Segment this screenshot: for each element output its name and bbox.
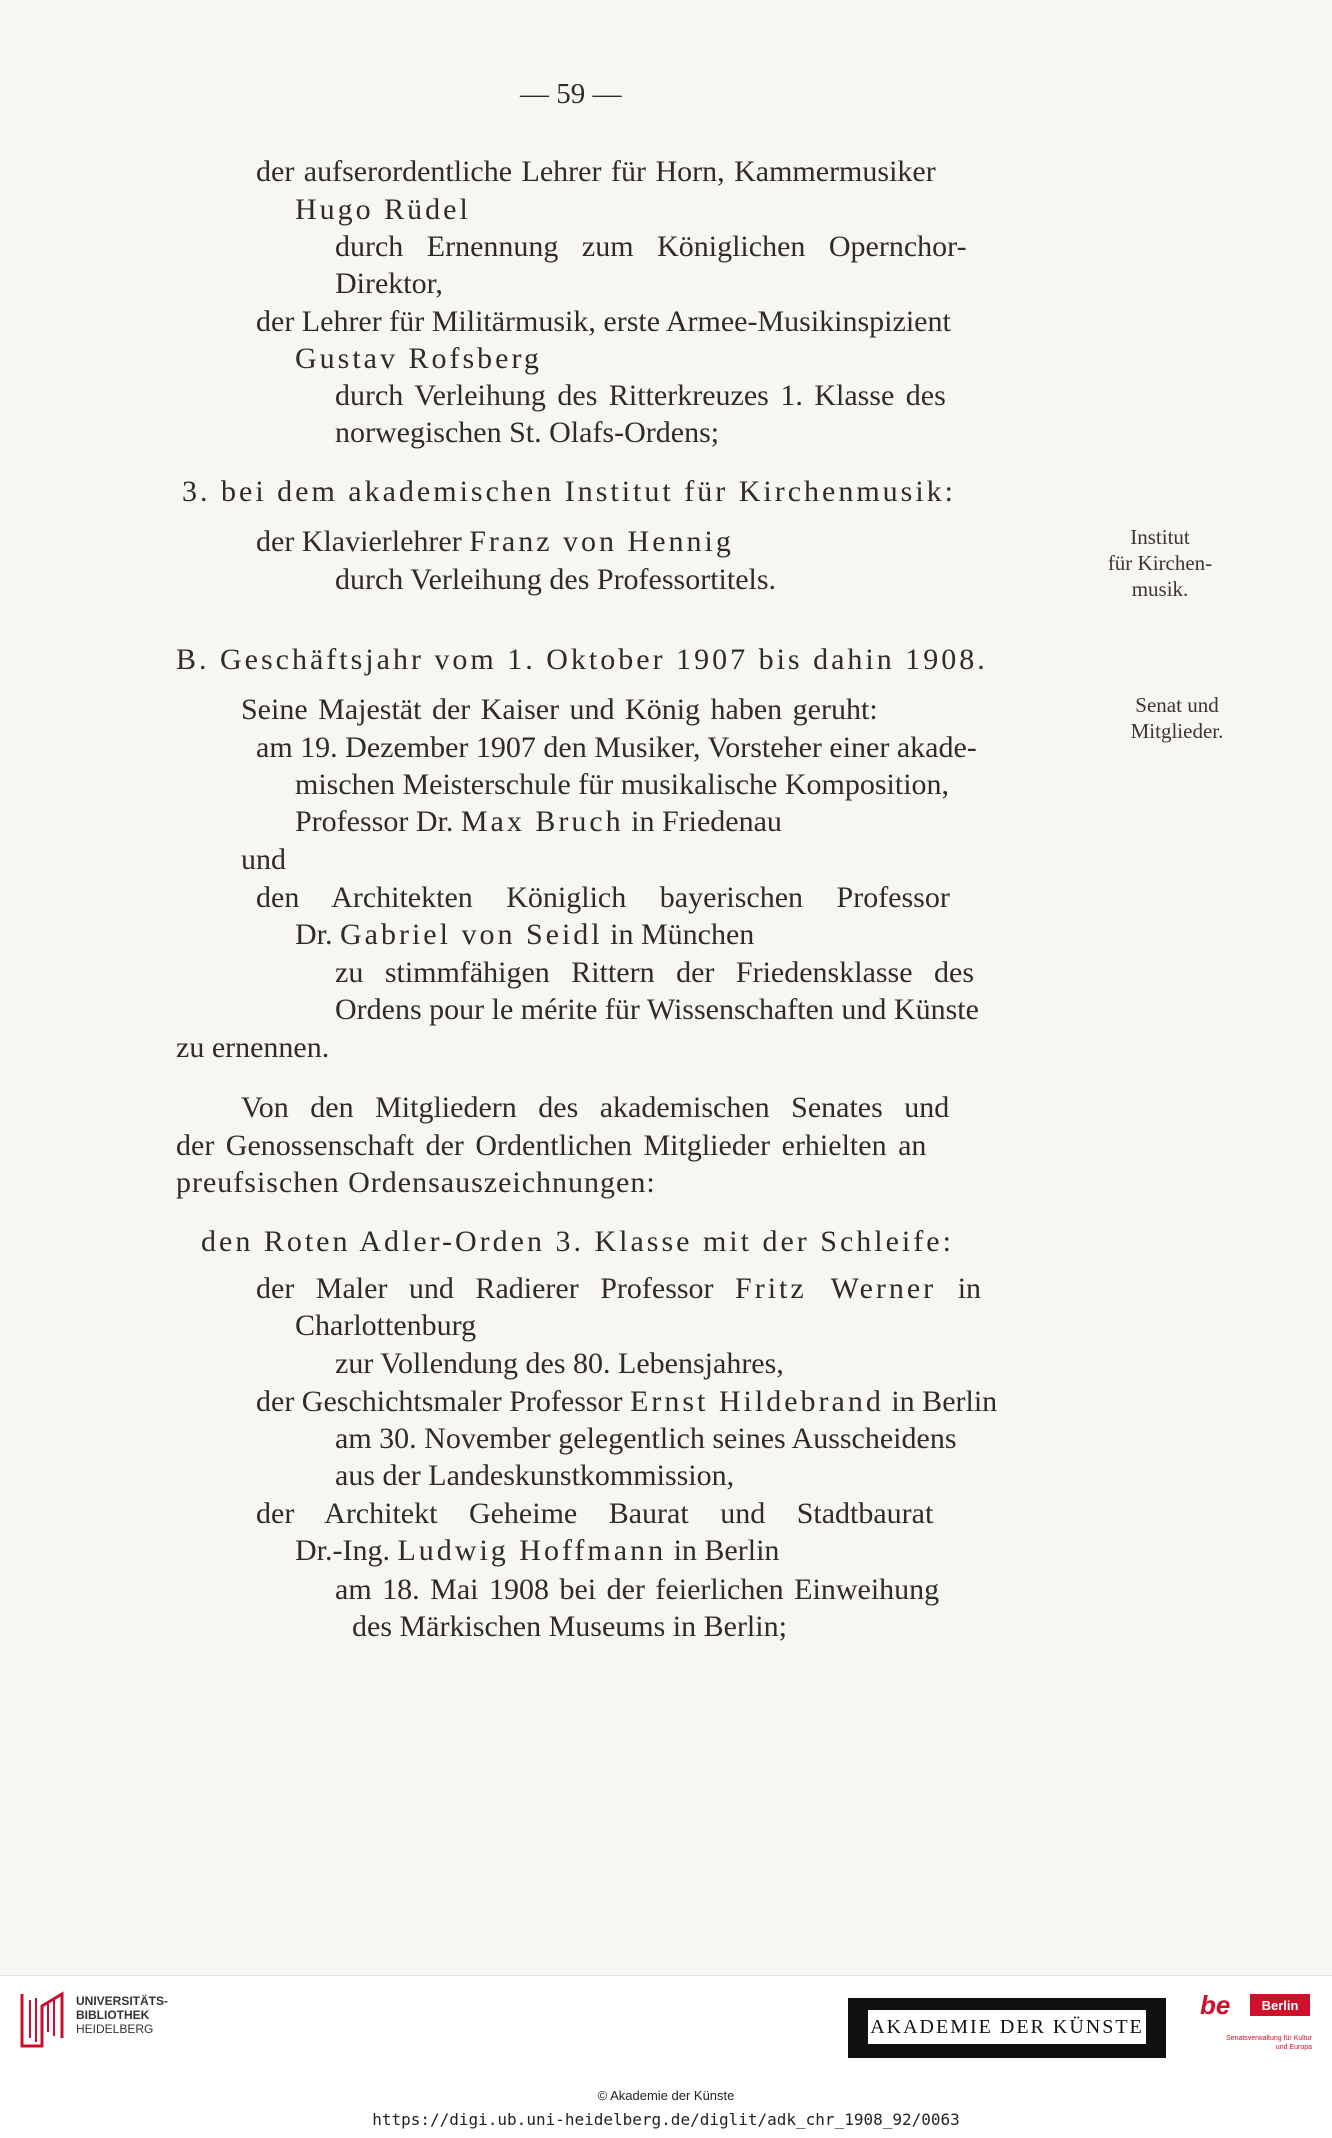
berlin-logo[interactable]: [1200, 1990, 1312, 2070]
section-heading: den Roten Adler-Orden 3. Klasse mit der Schleife:: [201, 1225, 954, 1258]
text-line: und: [241, 843, 286, 876]
text-fragment: in Friedenau: [631, 805, 782, 838]
text-fragment: Dr.-Ing.: [295, 1534, 390, 1567]
text-line: Ordens pour le mérite für Wissenschaften und Künste: [335, 993, 979, 1026]
person-name: Ludwig Hoffmann: [397, 1534, 667, 1567]
text-line: zu ernennen.: [176, 1031, 330, 1064]
text-line: der Lehrer für Militärmusik, erste Armee-Musikinspizient: [256, 305, 951, 338]
berlin-logo-subtitle: Senatsverwaltung für Kultur und Europa: [1226, 2035, 1312, 2051]
text-line: [295, 804, 782, 840]
margin-note-line: für Kirchen-: [1107, 551, 1213, 575]
person-name: Gustav Rofsberg: [295, 342, 542, 375]
university-library-logo-icon: [14, 1986, 74, 2056]
text-line: der Architekt Geheime Baurat und Stadtbaurat: [256, 1497, 934, 1530]
text-line: am 19. Dezember 1907 den Musiker, Vorsteher einer akade-: [256, 731, 977, 764]
text-fragment: in Berlin: [673, 1534, 780, 1567]
person-name: Fritz Werner: [735, 1272, 937, 1305]
person-name: Gabriel von Seidl: [340, 918, 603, 951]
section-heading: B. Geschäftsjahr vom 1. Oktober 1907 bis dahin 1908.: [176, 643, 988, 676]
university-name-line: BIBLIOTHEK: [76, 2008, 150, 2022]
text-line: am 30. November gelegentlich seines Ausscheidens: [335, 1422, 957, 1455]
text-line: durch Verleihung des Professortitels.: [335, 563, 777, 596]
adk-logo[interactable]: [848, 1998, 1166, 2058]
text-line: der Genossenschaft der Ordentlichen Mitglieder erhielten an: [176, 1129, 927, 1162]
person-name: Ernst Hildebrand: [630, 1385, 884, 1418]
viewer-footer: [0, 1975, 1332, 2138]
text-line: durch Verleihung des Ritterkreuzes 1. Klasse des: [335, 379, 946, 412]
text-fragment: der Klavierlehrer: [256, 525, 462, 558]
copyright-text: © Akademie der Künste: [597, 2088, 735, 2103]
text-line: mischen Meisterschule für musikalische Komposition,: [295, 768, 950, 801]
margin-note-line: Institut: [1130, 525, 1190, 549]
university-name-line: UNIVERSITÄTS-: [76, 1994, 169, 2008]
text-fragment: in: [957, 1272, 982, 1305]
text-fragment: Dr.: [295, 918, 333, 951]
text-line: am 18. Mai 1908 bei der feierlichen Einweihung: [335, 1573, 940, 1606]
text-line: norwegischen St. Olafs-Ordens;: [335, 416, 720, 449]
text-line: Charlottenburg: [295, 1309, 477, 1342]
text-fragment: der Geschichtsmaler Professor: [256, 1385, 623, 1418]
text-line: preufsischen Ordensauszeichnungen:: [176, 1166, 656, 1199]
text-line: [256, 1271, 981, 1307]
text-line: den Architekten Königlich bayerischen Professor: [256, 881, 950, 914]
text-line: des Märkischen Museums in Berlin;: [352, 1610, 787, 1643]
text-line: aus der Landeskunstkommission,: [335, 1459, 735, 1492]
text-line: [256, 154, 1092, 190]
text-line: der aufserordentliche Lehrer für Horn, Kammermusiker: [256, 155, 936, 188]
person-name: Hugo Rüdel: [295, 193, 471, 226]
person-name: Franz von Hennig: [469, 525, 734, 558]
margin-note-line: Senat und: [1135, 693, 1219, 717]
margin-note-institut: [1100, 524, 1220, 602]
text-fragment: in München: [610, 918, 755, 951]
text-fragment: in Berlin: [891, 1385, 998, 1418]
be-icon: be: [1200, 1990, 1231, 2020]
text-line: Von den Mitgliedern des akademischen Senates und: [241, 1091, 950, 1124]
adk-logo-text: AKADEMIE DER KÜNSTE: [868, 2010, 1146, 2044]
text-line: [295, 1533, 779, 1569]
page-number: — 59 —: [520, 78, 622, 110]
margin-note-line: musik.: [1131, 577, 1189, 601]
text-line: zur Vollendung des 80. Lebensjahres,: [335, 1347, 784, 1380]
university-name: [76, 1994, 168, 2036]
section-heading: 3. bei dem akademischen Institut für Kirchenmusik:: [182, 475, 957, 508]
berlin-logo-label: Berlin: [1250, 1994, 1310, 2016]
margin-note-senat: [1112, 692, 1242, 744]
text-line: [256, 524, 734, 560]
permalink-url[interactable]: https://digi.ub.uni-heidelberg.de/diglit/adk_chr_1908_92/0063: [372, 2110, 960, 2129]
university-name-line: HEIDELBERG: [76, 2022, 154, 2036]
text-line: [256, 1384, 997, 1420]
text-fragment: Professor Dr.: [295, 805, 454, 838]
person-name: Max Bruch: [460, 805, 624, 838]
margin-note-line: Mitglieder.: [1130, 719, 1224, 743]
text-fragment: der Maler und Radierer Professor: [256, 1272, 714, 1305]
text-line: Seine Majestät der Kaiser und König haben geruht:: [241, 693, 878, 726]
text-line: Direktor,: [335, 267, 443, 300]
text-line: durch Ernennung zum Königlichen Opernchor-: [335, 230, 967, 263]
text-line: zu stimmfähigen Rittern der Friedensklasse des: [335, 956, 975, 989]
text-line: [295, 917, 754, 953]
